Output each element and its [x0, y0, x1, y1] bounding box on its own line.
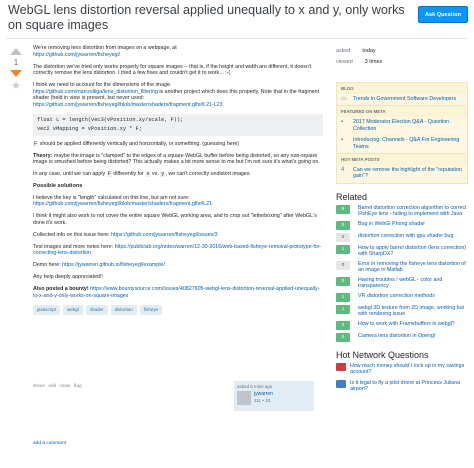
para-dimensions	[33, 82, 323, 108]
add-comment-link[interactable]: add a comment	[33, 441, 67, 446]
related-question[interactable]	[336, 305, 468, 318]
related-question[interactable]	[336, 245, 468, 258]
lens-filtering-link[interactable]: https://github.com/marcodiiga/lens_distortion_filtering	[33, 88, 158, 95]
fragment-shader-link[interactable]: https://github.com/jywarren/fisheyegl/blob/master/shaders/fragment.glfs#L21-L23	[33, 101, 223, 108]
bounty-link[interactable]: https://www.bountysource.com/issues/40827605-webgl-lens-distortion-reversal-applied-unequally-to-x-and-y-only-works-on-square-images	[33, 286, 320, 299]
related-question[interactable]	[336, 261, 468, 274]
para-thanks: Any help deeply appreciated!!	[33, 274, 103, 280]
para-intro	[33, 45, 323, 58]
sidebar	[336, 46, 468, 397]
upvote-arrow-icon[interactable]	[10, 48, 22, 55]
related-question[interactable]	[336, 293, 468, 302]
related-question[interactable]	[336, 277, 468, 290]
hot-meta-heading: HOT META POSTS	[337, 153, 467, 165]
related-question-title[interactable]: Camera lens distortion in Opengl	[358, 332, 436, 339]
question-body	[33, 45, 323, 321]
question-title[interactable]: WebGL lens distortion reversal applied unequally to x and y, only works on square images	[8, 3, 405, 32]
related-question-title[interactable]: Barrel distortion correction algorithm to correct FishEye lens - failing to implement with Java	[358, 204, 467, 218]
blog-heading: BLOG	[337, 83, 467, 94]
para-bounty	[33, 286, 323, 299]
inline-code-f2: F	[107, 171, 111, 177]
related-question[interactable]	[336, 321, 468, 330]
issue-link[interactable]: https://github.com/jywarren/fisheyegl/issues/3	[111, 231, 218, 238]
related-score-badge: 0	[336, 261, 350, 270]
related-question[interactable]	[336, 333, 468, 342]
related-question-title[interactable]: How to work with Framebuffers in webgl?	[358, 320, 455, 327]
related-question-title[interactable]: Bug in WebGl Phong shader	[358, 220, 426, 227]
notes-text: Test images and more notes here:	[33, 243, 114, 250]
solutions-heading: Possible solutions	[33, 183, 83, 189]
question-stats	[336, 46, 468, 68]
theory-label: Theory:	[33, 152, 53, 159]
related-question-title[interactable]: VR distortion correction methods	[358, 292, 435, 299]
related-heading: Related	[336, 191, 368, 202]
vote-cell	[6, 48, 26, 92]
related-list	[336, 205, 468, 342]
hot-meta-title[interactable]: Can we remove the highlight of the "reputation gain"?	[353, 167, 462, 180]
viewed-value: 3 times	[364, 59, 383, 65]
asked-time: asked 6 mins ago	[237, 384, 273, 389]
related-question-title[interactable]: webgl 3D texture from 2D image, working but with rendering issue	[358, 304, 464, 318]
anycase-vs: vs.	[151, 171, 159, 177]
avatar[interactable]	[237, 391, 251, 405]
related-question[interactable]	[336, 205, 468, 218]
anycase-text-a: In any case, until we can apply	[33, 171, 106, 177]
blog-item[interactable]	[337, 94, 467, 105]
featured-item-title[interactable]: 2017 Moderator Election Q&A - Question Collection	[353, 119, 449, 132]
blog-icon: ▭	[341, 96, 347, 102]
hnq-title[interactable]: How much money should I lock up in my savings account?	[350, 362, 465, 376]
para-collected	[33, 232, 323, 239]
related-score-badge: 0	[336, 233, 350, 242]
related-score-badge: 1	[336, 305, 350, 314]
dimensions-text-2: is another project which does this properly. Note that in the fragment shader (held in view is present, but never used:	[33, 88, 320, 101]
user-reputation: 111 • 10	[254, 398, 271, 403]
tag[interactable]: fisheye	[140, 305, 162, 316]
user-name[interactable]: jywarren	[254, 391, 273, 397]
featured-heading: FEATURED ON META	[337, 105, 467, 117]
demo-text: Demo here:	[33, 262, 61, 268]
related-score-badge: 0	[336, 277, 350, 286]
collected-text: Collected info on this issue here:	[33, 231, 110, 238]
para-sol2: I think it might also work to not cover the entire square WebGL working area, and to crop out "letterboxing" after WebGL's done it's work.	[33, 213, 317, 226]
related-score-badge: 0	[336, 321, 350, 330]
sol1-text: I believe the key is "length" calculated on this line, but am not sure:	[33, 194, 190, 201]
hot-meta-item[interactable]	[337, 165, 467, 183]
demo-link[interactable]: https://jywarren.github.io/fisheyegl/example/	[62, 262, 165, 268]
meta-icon: ▪	[341, 137, 344, 144]
asked-value: today	[362, 48, 376, 54]
code-line-1: float L = length(vec3(vPosition.xy/scale, F));	[37, 116, 184, 123]
related-question-title[interactable]: How to apply barrel distortion (lens correction) with SharpDX?	[358, 244, 467, 258]
theory-text: maybe the image is "clamped" to the edges of a square WebGL buffer before being distorted, so any non-square image is smushed before being distorted? This actually makes a bit more sense to me but I'm not sure it's what's going on.	[33, 152, 320, 165]
tag[interactable]: distortion	[111, 305, 137, 316]
f-text: should be applied differently vertically and horizontally, or something. (guessing here)	[39, 140, 240, 147]
related-score-badge: 1	[336, 245, 350, 254]
related-score-badge: 1	[336, 293, 350, 302]
para-anycase	[33, 171, 323, 178]
featured-item-title[interactable]: Introducing: Channels - Q&A For Engineering Teams	[353, 137, 460, 150]
meta-icon: ▪	[341, 119, 344, 126]
related-score-badge: 0	[336, 333, 350, 342]
anycase-text-b: differently for	[113, 171, 144, 177]
related-question-title[interactable]: Error in removing the fisheye lens distortion of an image in Matlab	[358, 260, 466, 274]
site-icon	[336, 363, 346, 371]
code-line-2: vec2 vMapping = vPosition.xy * F;	[37, 125, 142, 132]
hnq-title[interactable]: Is it legal to fly a pilot drone at Princess Juliana airport?	[350, 379, 461, 393]
tag[interactable]: webgl	[63, 305, 83, 316]
hnq-heading[interactable]: Hot Network Questions	[336, 349, 429, 360]
viewed-label: viewed	[336, 59, 353, 65]
title-divider	[6, 38, 468, 39]
para-demo	[33, 262, 323, 269]
inline-code-y: y	[161, 171, 165, 177]
notes-link[interactable]: https://publiclab.org/notes/warren/12-30-2016/web-based-fisheye-removal-prototype-for-correcting-lens-distortion	[33, 243, 322, 256]
related-score-badge: 6	[336, 205, 350, 214]
downvote-arrow-icon[interactable]	[10, 70, 22, 77]
dimensions-text: I think we need to account for the dimensions of the image.	[33, 82, 172, 88]
inline-code-x: x	[146, 171, 150, 177]
intro-text: We're removing lens distortion from images on a webpage, at	[33, 45, 177, 51]
hnq-list	[336, 363, 468, 393]
site-icon	[336, 380, 346, 388]
featured-item[interactable]	[337, 135, 467, 153]
repo-link[interactable]: https://github.com/jywarren/fisheyegl/	[33, 51, 121, 58]
vote-count: 1	[13, 58, 19, 67]
post-menu[interactable]: share edit close flag	[33, 384, 82, 389]
related-question-title[interactable]: distortion correction with gpu shader bug	[358, 232, 454, 239]
inline-code-f: F	[34, 140, 38, 147]
hnq-item[interactable]	[336, 363, 468, 376]
bounty-label: Also posted a bounty!	[33, 286, 89, 292]
blog-item-title[interactable]: Trends in Government Software Developers	[353, 96, 457, 102]
hnq-item[interactable]	[336, 380, 468, 393]
related-question[interactable]	[336, 233, 468, 242]
featured-item[interactable]	[337, 117, 467, 135]
anycase-text-c: , we can't correctly undistort images.	[165, 171, 251, 177]
tag[interactable]: shader	[86, 305, 108, 316]
para-theory	[33, 153, 323, 166]
community-bulletin	[336, 82, 468, 184]
para-problem: The distortion we've tried only works properly for square images -- that is, if the height and width are different, it doesn't correctly remove the lens distortion. I tried a few fixes and couldn't get it to work... :-(	[33, 63, 312, 76]
para-notes	[33, 244, 323, 257]
related-question[interactable]	[336, 221, 468, 230]
tag-list	[33, 305, 323, 316]
tag[interactable]: javascript	[33, 305, 60, 316]
fragment-l21-link[interactable]: https://github.com/jywarren/fisheyegl/blob/master/shaders/fragment.glfs#L21	[33, 201, 213, 207]
related-question-title[interactable]: Having troubles / webGL - color and transparency	[358, 276, 443, 290]
hot-meta-count: 4	[341, 167, 345, 174]
favorite-star-icon[interactable]: ★	[11, 80, 21, 92]
para-sol1	[33, 195, 323, 208]
asked-label: asked	[336, 48, 351, 54]
code-block	[33, 114, 323, 136]
ask-question-button[interactable]: Ask Question	[418, 6, 468, 23]
para-f	[33, 141, 323, 148]
user-card	[234, 381, 314, 411]
related-score-badge: 0	[336, 221, 350, 230]
